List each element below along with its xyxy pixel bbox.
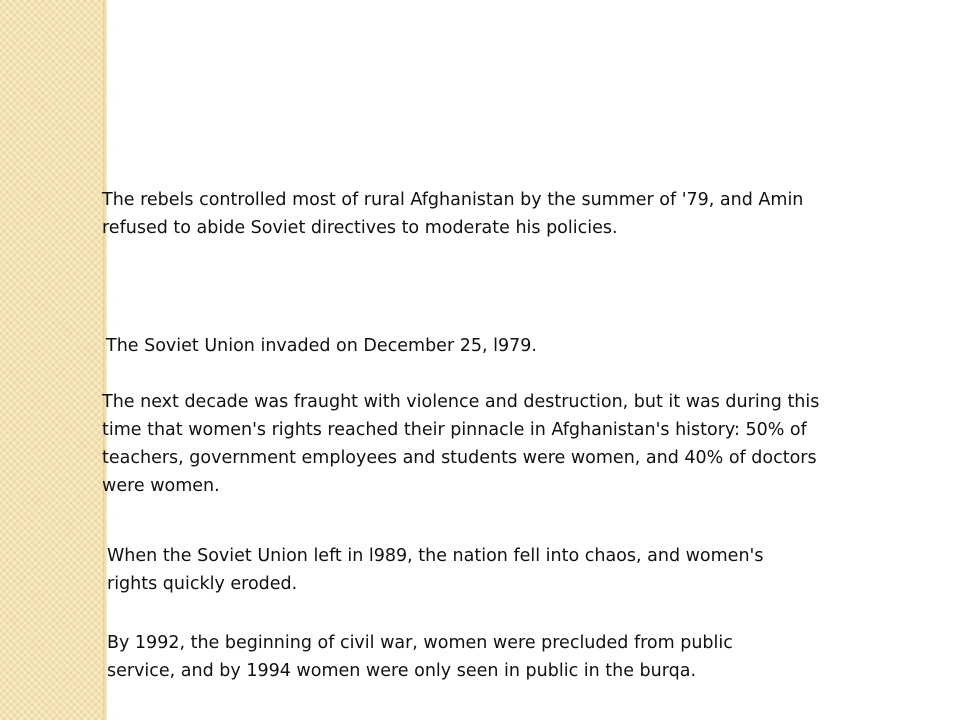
paragraph-line: time that women's rights reached their pinnacle in Afghanistan's history: 50% of (102, 420, 807, 440)
paragraph-line: service, and by 1994 women were only seen in public in the burqa. (107, 661, 697, 681)
side-band-edge (103, 0, 107, 720)
paragraph-line: By 1992, the beginning of civil war, women were precluded from public (107, 633, 733, 653)
paragraph-line: rights quickly eroded. (107, 574, 298, 594)
paragraph-line: The next decade was fraught with violence and destruction, but it was during this (102, 392, 820, 412)
paragraph-line: When the Soviet Union left in l989, the nation fell into chaos, and women's (107, 546, 764, 566)
paragraph-line: refused to abide Soviet directives to moderate his policies. (102, 218, 618, 238)
paragraph-line: teachers, government employees and students were women, and 40% of doctors (102, 448, 817, 468)
paragraph-civil-war (107, 629, 733, 685)
paragraph-line: were women. (102, 476, 220, 496)
paragraph-soviet-invasion (106, 332, 537, 360)
paragraph-next-decade (102, 388, 819, 500)
decorative-side-band (0, 0, 103, 720)
paragraph-rebels-control (102, 186, 803, 242)
paragraph-line: The rebels controlled most of rural Afghanistan by the summer of '79, and Amin (102, 190, 804, 210)
paragraph-line: The Soviet Union invaded on December 25, l979. (106, 336, 537, 356)
paragraph-soviet-withdrawal (107, 542, 763, 598)
